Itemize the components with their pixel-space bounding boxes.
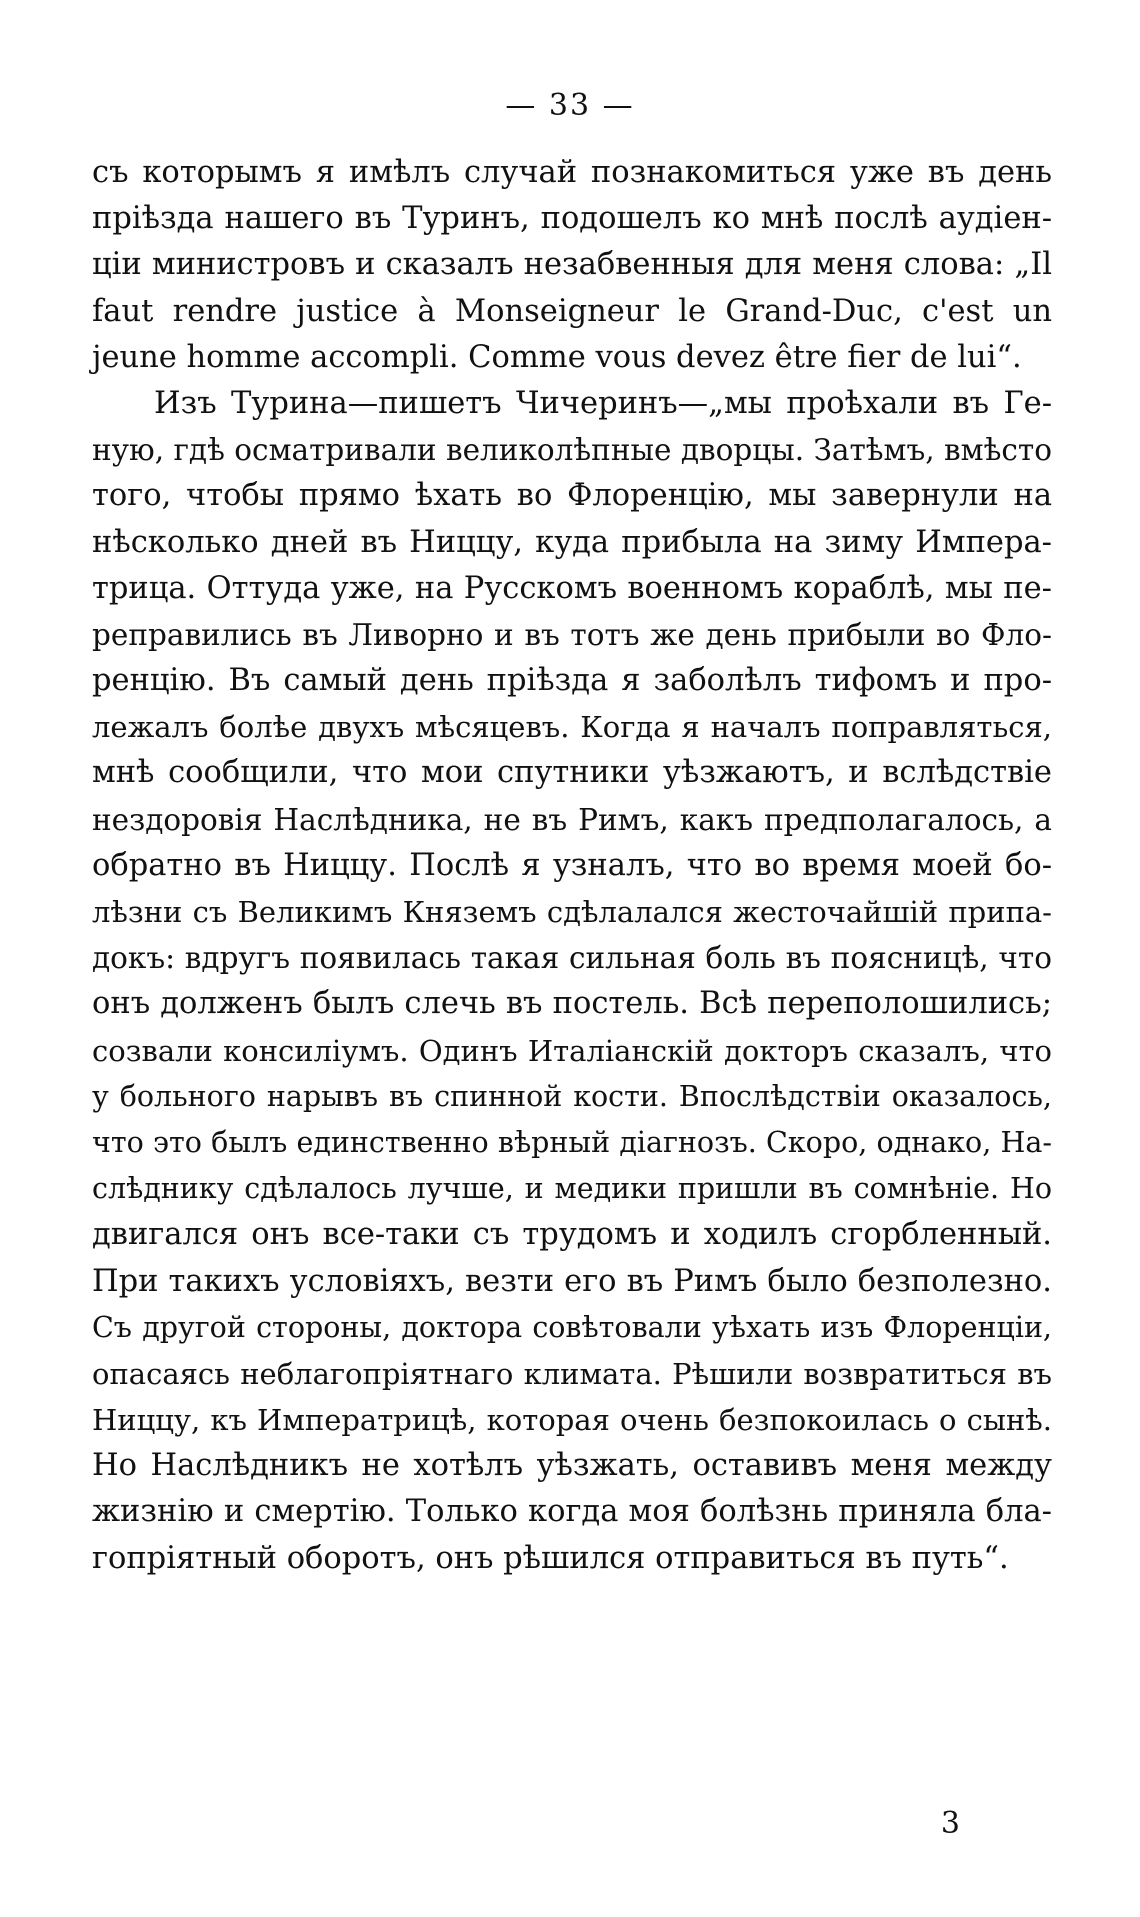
text-line: слѣднику сдѣлалось лучше, и медики пришли въ сомнѣніе. Но <box>92 1172 1052 1206</box>
text-line: нездоровія Наслѣдника, не въ Римъ, какъ предполагалось, а <box>92 802 1052 837</box>
text-line: докъ: вдругъ появилась такая сильная боль въ поясницѣ, что <box>92 941 1052 976</box>
text-line: жизнію и смертію. Только когда моя болѣзнь приняла бла- <box>92 1494 1052 1530</box>
text-line: съ которымъ я имѣлъ случай познакомиться уже въ день <box>92 155 1052 190</box>
text-line: jeune homme accompli. Comme vous devez être fier de lui“. <box>92 339 1022 375</box>
text-line: трица. Оттуда уже, на Русскомъ военномъ кораблѣ, мы пе- <box>92 570 1052 606</box>
text-line: того, чтобы прямо ѣхать во Флоренцію, мы завернули на <box>92 478 1052 514</box>
text-line: лежалъ болѣе двухъ мѣсяцевъ. Когда я началъ поправляться, <box>92 710 1052 745</box>
text-line: созвали консиліумъ. Одинъ Италіанскій докторъ сказалъ, что <box>92 1033 1052 1068</box>
text-line: что это былъ единственно вѣрный діагнозъ. Скоро, однако, На- <box>92 1125 1052 1159</box>
text-line: обратно въ Ниццу. Послѣ я узналъ, что во время моей бо- <box>92 847 1052 883</box>
page-number: — 33 — <box>505 88 635 123</box>
text-line: гопріятный оборотъ, онъ рѣшился отправиться въ путь“. <box>92 1540 1009 1576</box>
text-line: При такихъ условіяхъ, везти его въ Римъ было безполезно. <box>92 1263 1052 1299</box>
text-line: Ниццу, къ Императрицѣ, которая очень безпокоилась о сынѣ. <box>92 1403 1052 1438</box>
text-line: опасаясь неблагопріятнаго климата. Рѣшили возвратиться въ <box>92 1356 1052 1391</box>
text-line: мнѣ сообщили, что мои спутники уѣзжаютъ, и вслѣдствіе <box>92 755 1052 791</box>
text-line: ренцію. Въ самый день пріѣзда я заболѣлъ тифомъ и про- <box>92 663 1052 699</box>
text-line: пріѣзда нашего въ Туринъ, подошелъ ко мнѣ послѣ аудіен- <box>92 201 1052 237</box>
text-line: faut rendre justice à Monseigneur le Grand-Duc, c'est un <box>92 293 1052 329</box>
text-line: ціи министровъ и сказалъ незабвенныя для меня слова: „Il <box>92 247 1052 283</box>
body-text <box>92 150 1052 1582</box>
text-line: онъ долженъ былъ слечь въ постель. Всѣ переполошились; <box>92 986 1052 1022</box>
text-line: ную, гдѣ осматривали великолѣпные дворцы. Затѣмъ, вмѣсто <box>92 433 1052 468</box>
text-line: Но Наслѣдникъ не хотѣлъ уѣзжать, оставивъ меня между <box>92 1448 1052 1484</box>
signature-mark: 3 <box>940 1806 960 1841</box>
text-line: Съ другой стороны, доктора совѣтовали уѣхать изъ Флоренціи, <box>92 1310 1052 1344</box>
text-line: лѣзни съ Великимъ Княземъ сдѣлалался жесточайшій припа- <box>92 895 1052 929</box>
text-line: Изъ Турина—пишетъ Чичеринъ—„мы проѣхали въ Ге- <box>154 385 1052 421</box>
text-line: двигался онъ все-таки съ трудомъ и ходилъ сгорбленный. <box>92 1217 1052 1253</box>
text-line: реправились въ Ливорно и въ тотъ же день прибыли во Фло- <box>92 617 1052 652</box>
text-line: нѣсколько дней въ Ниццу, куда прибыла на зиму Импера- <box>92 524 1052 560</box>
text-line: у больного нарывъ въ спинной кости. Впослѣдствіи оказалось, <box>92 1079 1052 1113</box>
